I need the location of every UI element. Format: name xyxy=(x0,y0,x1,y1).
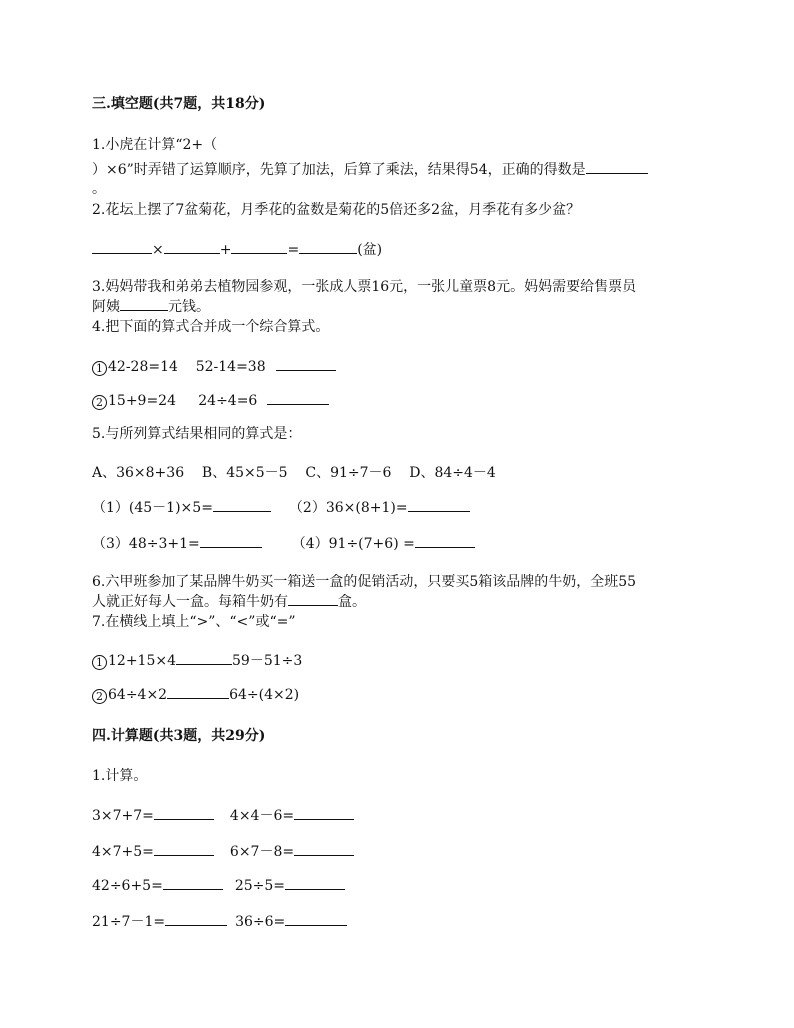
q4-text: 4.把下面的算式合并成一个综合算式。 xyxy=(92,319,330,335)
calc-blank[interactable] xyxy=(285,877,345,890)
section-3-title: 三.填空题(共7题，共18分) xyxy=(92,96,266,112)
q2-times: × xyxy=(152,242,164,258)
q4-item2-text: 15+9=24 24÷4=6 xyxy=(108,393,258,409)
calc-blank[interactable] xyxy=(154,843,214,856)
q7-item1-left: 12+15×4 xyxy=(108,653,176,669)
q3-line1: 3.妈妈带我和弟弟去植物园参观，一张成人票16元，一张儿童票8元。妈妈需要给售票员 xyxy=(92,279,637,295)
q4-item1-blank[interactable] xyxy=(276,358,336,371)
q4-item2 xyxy=(92,392,329,410)
q6-suffix: 盒。 xyxy=(338,594,366,610)
q6-line1: 6.六甲班参加了某品牌牛奶买一箱送一盒的促销活动，只要买5箱该品牌的牛奶，全班55 xyxy=(92,574,637,590)
calc-row-1 xyxy=(92,807,354,825)
calc-blank[interactable] xyxy=(294,807,354,820)
calc-item: 21÷7－1= xyxy=(92,914,166,930)
q1-line1: 1.小虎在计算“2+（ xyxy=(92,137,218,153)
q5-sub3-blank[interactable] xyxy=(200,535,262,548)
q1-line3: 。 xyxy=(92,181,106,197)
q1-line2 xyxy=(92,161,648,179)
q2-text: 2.花坛上摆了7盆菊花，月季花的盆数是菊花的5倍还多2盆，月季花有多少盆？ xyxy=(92,202,581,218)
q5-sub1-blank[interactable] xyxy=(213,499,271,512)
q2-blank-2[interactable] xyxy=(164,241,220,254)
q5-text: 5.与所列算式结果相同的算式是： xyxy=(92,426,302,442)
q5-sub2: （2）36×(8+1)= xyxy=(288,500,408,516)
q5-sub1: （1）(45－1)×5= xyxy=(92,500,213,516)
q5-sub4-blank[interactable] xyxy=(415,535,475,548)
q7-item1-blank[interactable] xyxy=(176,652,232,665)
q7-item1-number: 1 xyxy=(92,655,107,670)
calc-item: 6×7－8= xyxy=(229,844,295,860)
calc-item: 4×4－6= xyxy=(229,808,295,824)
q3-line2 xyxy=(92,298,210,316)
q4-item1-number: 1 xyxy=(92,361,107,376)
q6-line2 xyxy=(92,593,366,611)
calc-blank[interactable] xyxy=(165,913,227,926)
q4-item1-text: 42-28=14 52-14=38 xyxy=(108,359,266,375)
q2-unit: (盆) xyxy=(357,242,383,258)
q5-sub2-blank[interactable] xyxy=(408,499,470,512)
calc-row-4 xyxy=(92,913,347,931)
s4-q1-text: 1.计算。 xyxy=(92,768,148,784)
q7-item1 xyxy=(92,652,302,670)
q7-item2-left: 64÷4×2 xyxy=(108,687,168,703)
q3-answer-blank[interactable] xyxy=(120,298,168,311)
q5-sub3: （3）48÷3+1= xyxy=(92,536,200,552)
calc-item: 36÷6= xyxy=(235,914,286,930)
q5-options: A、36×8+36 B、45×5－5 C、91÷7－6 D、84÷4－4 xyxy=(92,465,496,481)
q2-blank-3[interactable] xyxy=(231,241,287,254)
q5-row1 xyxy=(92,499,470,517)
q1-answer-blank[interactable] xyxy=(586,161,648,174)
q2-blank-1[interactable] xyxy=(92,241,152,254)
q7-item1-right: 59－51÷3 xyxy=(232,653,303,669)
q7-item2-number: 2 xyxy=(92,689,107,704)
calc-row-3 xyxy=(92,877,345,895)
q7-item2-blank[interactable] xyxy=(167,686,229,699)
calc-item: 25÷5= xyxy=(234,878,286,894)
section-4-title: 四.计算题(共3题，共29分) xyxy=(92,728,266,744)
q3-prefix: 阿姨 xyxy=(92,299,120,315)
q6-prefix: 人就正好每人一盒。每箱牛奶有 xyxy=(92,594,288,610)
q3-suffix: 元钱。 xyxy=(168,299,210,315)
q4-item2-blank[interactable] xyxy=(267,392,329,405)
q2-blank-4[interactable] xyxy=(299,241,357,254)
q2-plus: + xyxy=(219,242,232,258)
q7-text: 7.在横线上填上“>”、“<”或“=” xyxy=(92,614,296,630)
calc-item: 4×7+5= xyxy=(92,844,154,860)
calc-blank[interactable] xyxy=(294,843,354,856)
q4-item2-number: 2 xyxy=(92,395,107,410)
q2-equation xyxy=(92,241,382,259)
calc-row-2 xyxy=(92,843,354,861)
calc-blank[interactable] xyxy=(285,913,347,926)
q4-item1 xyxy=(92,358,336,376)
calc-blank[interactable] xyxy=(163,877,223,890)
calc-blank[interactable] xyxy=(154,807,214,820)
calc-item: 42÷6+5= xyxy=(92,878,163,894)
q1-text: ）×6”时弄错了运算顺序，先算了加法，后算了乘法，结果得54，正确的得数是 xyxy=(92,162,586,178)
q7-item2-right: 64÷(4×2) xyxy=(229,687,300,703)
q5-sub4: （4）91÷(7+6) = xyxy=(291,536,415,552)
q2-equals: = xyxy=(287,242,300,258)
q6-answer-blank[interactable] xyxy=(288,593,338,606)
q5-row2 xyxy=(92,535,475,553)
q7-item2 xyxy=(92,686,299,704)
calc-item: 3×7+7= xyxy=(92,808,154,824)
